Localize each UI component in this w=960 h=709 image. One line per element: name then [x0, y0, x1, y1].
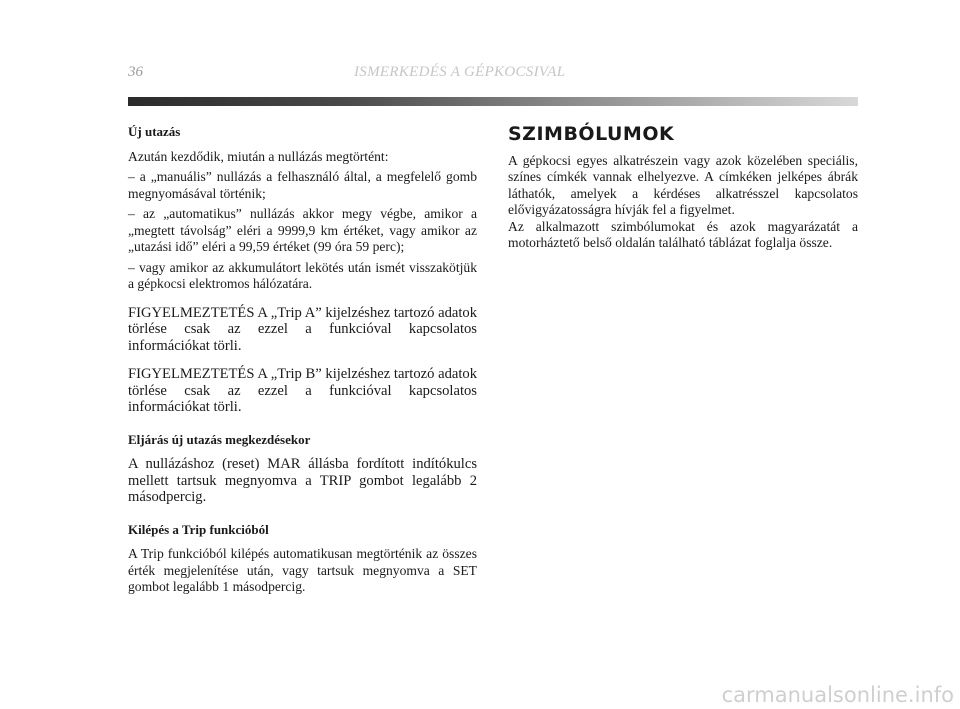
symbols-paragraph-2: Az alkalmazott szimbólumokat és azok magyarázatát a motorháztető belső oldalán található táblázat foglalja össze. — [508, 218, 858, 250]
right-column — [508, 124, 858, 256]
chapter-title: ISMERKEDÉS A GÉPKOCSIVAL — [354, 64, 566, 80]
page-number: 36 — [128, 64, 143, 80]
battery-reset-item: – vagy amikor az akkumulátort lekötés után ismét visszakötjük a gépkocsi elektromos hálózatára. — [128, 259, 477, 291]
symbols-section-title: SZIMBÓLUMOK — [508, 123, 675, 145]
warning-trip-a: FIGYELMEZTETÉS A „Trip A” kijelzéshez tartozó adatok törlése csak az ezzel a funkcióval kapcsolatos információkat törli. — [128, 304, 477, 354]
left-column — [128, 124, 477, 600]
warning-trip-b: FIGYELMEZTETÉS A „Trip B” kijelzéshez tartozó adatok törlése csak az ezzel a funkcióval kapcsolatos információkat törli. — [128, 366, 477, 415]
page-header — [128, 64, 858, 88]
new-trip-intro: Azután kezdődik, miután a nullázás megtörtént: — [128, 148, 389, 164]
site-watermark: carmanualsonline.info — [721, 683, 954, 707]
exit-text: A Trip funkcióból kilépés automatikusan megtörténik az összes érték megjelenítése után, vagy tartsuk megnyomva a SET gombot legalább 1 másodpercig. — [128, 546, 477, 594]
manual-reset-item: – a „manuális” nullázás a felhasználó által, a megfelelő gomb megnyomásával történik; — [128, 169, 477, 201]
header-divider — [128, 97, 858, 106]
automatic-reset-item: – az „automatikus” nullázás akkor megy végbe, amikor a „megtett távolság” eléri a 9999,9 km értéket, vagy amikor az „utazási idő” eléri a 99,59 értéket (99 óra 59 perc); — [128, 206, 477, 254]
new-trip-heading: Új utazás — [128, 124, 181, 139]
symbols-paragraph-1: A gépkocsi egyes alkatrészein vagy azok közelében speciális, színes címkék vannak elhelyezve. A címkéken jelképes ábrák láthatók, amelyek a kérdéses alkatrésszel kapcsolatos elővigyázatosságra hívják fel a figyelmet. — [508, 152, 858, 217]
exit-heading: Kilépés a Trip funkcióból — [128, 521, 269, 537]
procedure-heading: Eljárás új utazás megkezdésekor — [128, 431, 311, 447]
procedure-text: A nullázáshoz (reset) MAR állásba fordított indítókulcs mellett tartsuk megnyomva a TRIP gombot legalább 2 másodpercig. — [128, 456, 477, 505]
